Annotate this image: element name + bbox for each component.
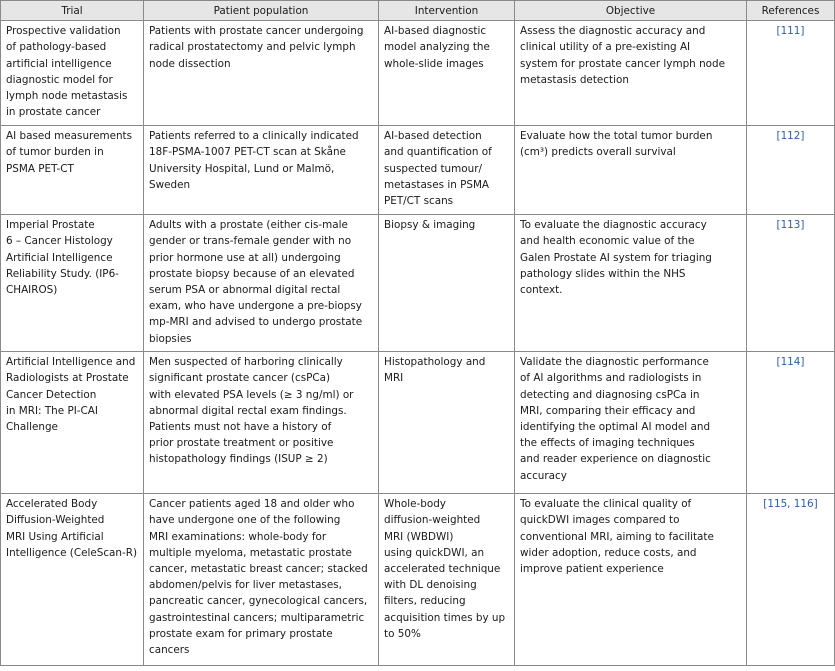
cell-text-line: Patients referred to a clinically indicated <box>149 130 359 143</box>
cell-text-line: to 50% <box>384 627 421 640</box>
cell-text-line: Histopathology and <box>384 356 486 369</box>
header-objective: Objective <box>515 1 747 21</box>
cell-text-line: using quickDWI, an <box>384 546 485 559</box>
cell-text-line: Patients with prostate cancer undergoing <box>149 25 364 38</box>
cell-text-line: AI-based diagnostic <box>384 25 487 38</box>
objective-cell <box>515 494 747 666</box>
objective-cell <box>515 21 747 126</box>
cell-text-line: MRI (WBDWI) <box>384 530 454 543</box>
cell-text-line: Intelligence (CeleScan-R) <box>6 546 138 559</box>
cell-text-line: Cancer patients aged 18 and older who <box>149 498 355 511</box>
cell-text-line: accelerated technique <box>384 563 501 576</box>
cell-text-line: acquisition times by up <box>384 611 506 624</box>
cell-text-line: 6 – Cancer Histology <box>6 235 113 248</box>
cell-text-line: have undergone one of the following <box>149 514 341 527</box>
cell-text-line: system for prostate cancer lymph node <box>520 57 725 70</box>
cell-text-line: biopsies <box>149 332 192 345</box>
population-cell <box>144 494 379 666</box>
header-intervention: Intervention <box>379 1 515 21</box>
cell-text-line: node dissection <box>149 57 231 70</box>
cell-text-line: multiple myeloma, metastatic prostate <box>149 546 352 559</box>
cell-text-line: serum PSA or abnormal digital rectal <box>149 284 341 297</box>
cell-text-line: 18F-PSMA-1007 PET-CT scan at Skåne <box>149 146 346 159</box>
cell-text-line: Artificial Intelligence and <box>6 356 136 369</box>
intervention-cell <box>379 215 515 352</box>
cell-text-line: mp-MRI and advised to undergo prostate <box>149 316 363 329</box>
intervention-cell <box>379 494 515 666</box>
cell-text-line: suspected tumour/ <box>384 162 482 175</box>
cell-text-line: University Hospital, Lund or Malmö, <box>149 162 335 175</box>
cell-text-line: prior hormone use at all) undergoing <box>149 251 341 264</box>
cell-text-line: gastrointestinal cancers; multiparametric <box>149 611 365 624</box>
cell-text-line: MRI <box>384 372 404 385</box>
table-row <box>1 352 835 494</box>
trial-cell <box>1 494 144 666</box>
cell-text-line: pancreatic cancer, gynecological cancers, <box>149 595 368 608</box>
table-row <box>1 494 835 666</box>
cell-text-line: metastasis detection <box>520 73 629 86</box>
cell-text-line: Whole-body <box>384 498 446 511</box>
cell-text-line: whole-slide images <box>384 57 484 70</box>
cell-text-line: context. <box>520 284 563 297</box>
cell-text-line: with elevated PSA levels (≥ 3 ng/ml) or <box>149 388 354 401</box>
cell-text-line: Radiologists at Prostate <box>6 372 129 385</box>
cell-text-line: MRI Using Artificial <box>6 530 104 543</box>
reference-link[interactable]: [115, 116] <box>747 494 835 666</box>
cell-text-line: detecting and diagnosing csPCa in <box>520 388 700 401</box>
cell-text-line: and health economic value of the <box>520 235 695 248</box>
cell-text-line: metastases in PSMA <box>384 178 490 191</box>
header-references: References <box>747 1 835 21</box>
population-cell <box>144 126 379 215</box>
cell-text-line: radical prostatectomy and pelvic lymph <box>149 41 356 54</box>
cell-text-line: filters, reducing <box>384 595 466 608</box>
cell-text-line: improve patient experience <box>520 563 664 576</box>
table-row <box>1 21 835 126</box>
cell-text-line: Imperial Prostate <box>6 219 95 232</box>
cell-text-line: To evaluate the clinical quality of <box>520 498 692 511</box>
intervention-cell <box>379 126 515 215</box>
cell-text-line: quickDWI images compared to <box>520 514 680 527</box>
cell-text-line: prostate biopsy because of an elevated <box>149 267 355 280</box>
cell-text-line: Challenge <box>6 421 58 434</box>
cell-text-line: Assess the diagnostic accuracy and <box>520 25 706 38</box>
cell-text-line: histopathology findings (ISUP ≥ 2) <box>149 453 328 466</box>
cell-text-line: PSMA PET-CT <box>6 162 74 175</box>
cell-text-line: of AI algorithms and radiologists in <box>520 372 702 385</box>
table-row <box>1 215 835 352</box>
objective-cell <box>515 126 747 215</box>
reference-link[interactable]: [113] <box>747 215 835 352</box>
cell-text-line: Adults with a prostate (either cis-male <box>149 219 348 232</box>
cell-text-line: prior prostate treatment or positive <box>149 437 334 450</box>
cell-text-line: of tumor burden in <box>6 146 104 159</box>
cell-text-line: accuracy <box>520 469 567 482</box>
cell-text-line: identifying the optimal AI model and <box>520 421 711 434</box>
cell-text-line: lymph node metastasis <box>6 90 128 103</box>
cell-text-line: To evaluate the diagnostic accuracy <box>520 219 707 232</box>
table-row <box>1 126 835 215</box>
trial-cell <box>1 352 144 494</box>
header-row <box>1 1 835 21</box>
population-cell <box>144 21 379 126</box>
reference-link[interactable]: [114] <box>747 352 835 494</box>
cell-text-line: Validate the diagnostic performance <box>520 356 709 369</box>
cell-text-line: cancer, metastatic breast cancer; stacked <box>149 563 368 576</box>
cell-text-line: artificial intelligence <box>6 57 112 70</box>
cell-text-line: MRI examinations: whole-body for <box>149 530 327 543</box>
trial-cell <box>1 21 144 126</box>
cell-text-line: pathology slides within the NHS <box>520 267 686 280</box>
cell-text-line: in prostate cancer <box>6 106 101 119</box>
cell-text-line: prostate exam for primary prostate <box>149 627 333 640</box>
cell-text-line: and quantification of <box>384 146 492 159</box>
population-cell <box>144 352 379 494</box>
header-patient-population: Patient population <box>144 1 379 21</box>
cell-text-line: Sweden <box>149 178 191 191</box>
trial-cell <box>1 126 144 215</box>
cell-text-line: in MRI: The PI-CAI <box>6 404 98 417</box>
trial-cell <box>1 215 144 352</box>
cell-text-line: Cancer Detection <box>6 388 97 401</box>
cell-text-line: significant prostate cancer (csPCa) <box>149 372 331 385</box>
cell-text-line: Diffusion-Weighted <box>6 514 105 527</box>
header-trial: Trial <box>1 1 144 21</box>
cell-text-line: Men suspected of harboring clinically <box>149 356 343 369</box>
cell-text-line: and reader experience on diagnostic <box>520 453 711 466</box>
cell-text-line: abdomen/pelvis for liver metastases, <box>149 579 342 592</box>
cell-text-line: Biopsy & imaging <box>384 219 476 232</box>
cell-text-line: exam, who have undergone a pre-biopsy <box>149 300 362 313</box>
cell-text-line: diffusion-weighted <box>384 514 481 527</box>
cell-text-line: Prospective validation <box>6 25 121 38</box>
reference-link[interactable]: [111] <box>747 21 835 126</box>
objective-cell <box>515 352 747 494</box>
cell-text-line: abnormal digital rectal exam findings. <box>149 404 347 417</box>
intervention-cell <box>379 352 515 494</box>
cell-text-line: cancers <box>149 644 190 657</box>
cell-text-line: Reliability Study. (IP6- <box>6 267 119 280</box>
intervention-cell <box>379 21 515 126</box>
cell-text-line: (cm³) predicts overall survival <box>520 146 676 159</box>
cell-text-line: PET/CT scans <box>384 195 454 208</box>
reference-link[interactable]: [112] <box>747 126 835 215</box>
population-cell <box>144 215 379 352</box>
cell-text-line: the effects of imaging techniques <box>520 437 695 450</box>
cell-text-line: of pathology-based <box>6 41 107 54</box>
cell-text-line: wider adoption, reduce costs, and <box>520 546 697 559</box>
cell-text-line: Accelerated Body <box>6 498 98 511</box>
cell-text-line: gender or trans-female gender with no <box>149 235 352 248</box>
cell-text-line: diagnostic model for <box>6 73 113 86</box>
cell-text-line: Artificial Intelligence <box>6 251 113 264</box>
cell-text-line: conventional MRI, aiming to facilitate <box>520 530 714 543</box>
cell-text-line: clinical utility of a pre-existing AI <box>520 41 691 54</box>
cell-text-line: AI-based detection <box>384 130 482 143</box>
cell-text-line: Galen Prostate AI system for triaging <box>520 251 712 264</box>
cell-text-line: CHAIROS) <box>6 284 58 297</box>
cell-text-line: with DL denoising <box>384 579 477 592</box>
cell-text-line: AI based measurements <box>6 130 133 143</box>
cell-text-line: MRI, comparing their efficacy and <box>520 404 696 417</box>
objective-cell <box>515 215 747 352</box>
cell-text-line: model analyzing the <box>384 41 490 54</box>
cell-text-line: Evaluate how the total tumor burden <box>520 130 713 143</box>
cell-text-line: Patients must not have a history of <box>149 421 332 434</box>
